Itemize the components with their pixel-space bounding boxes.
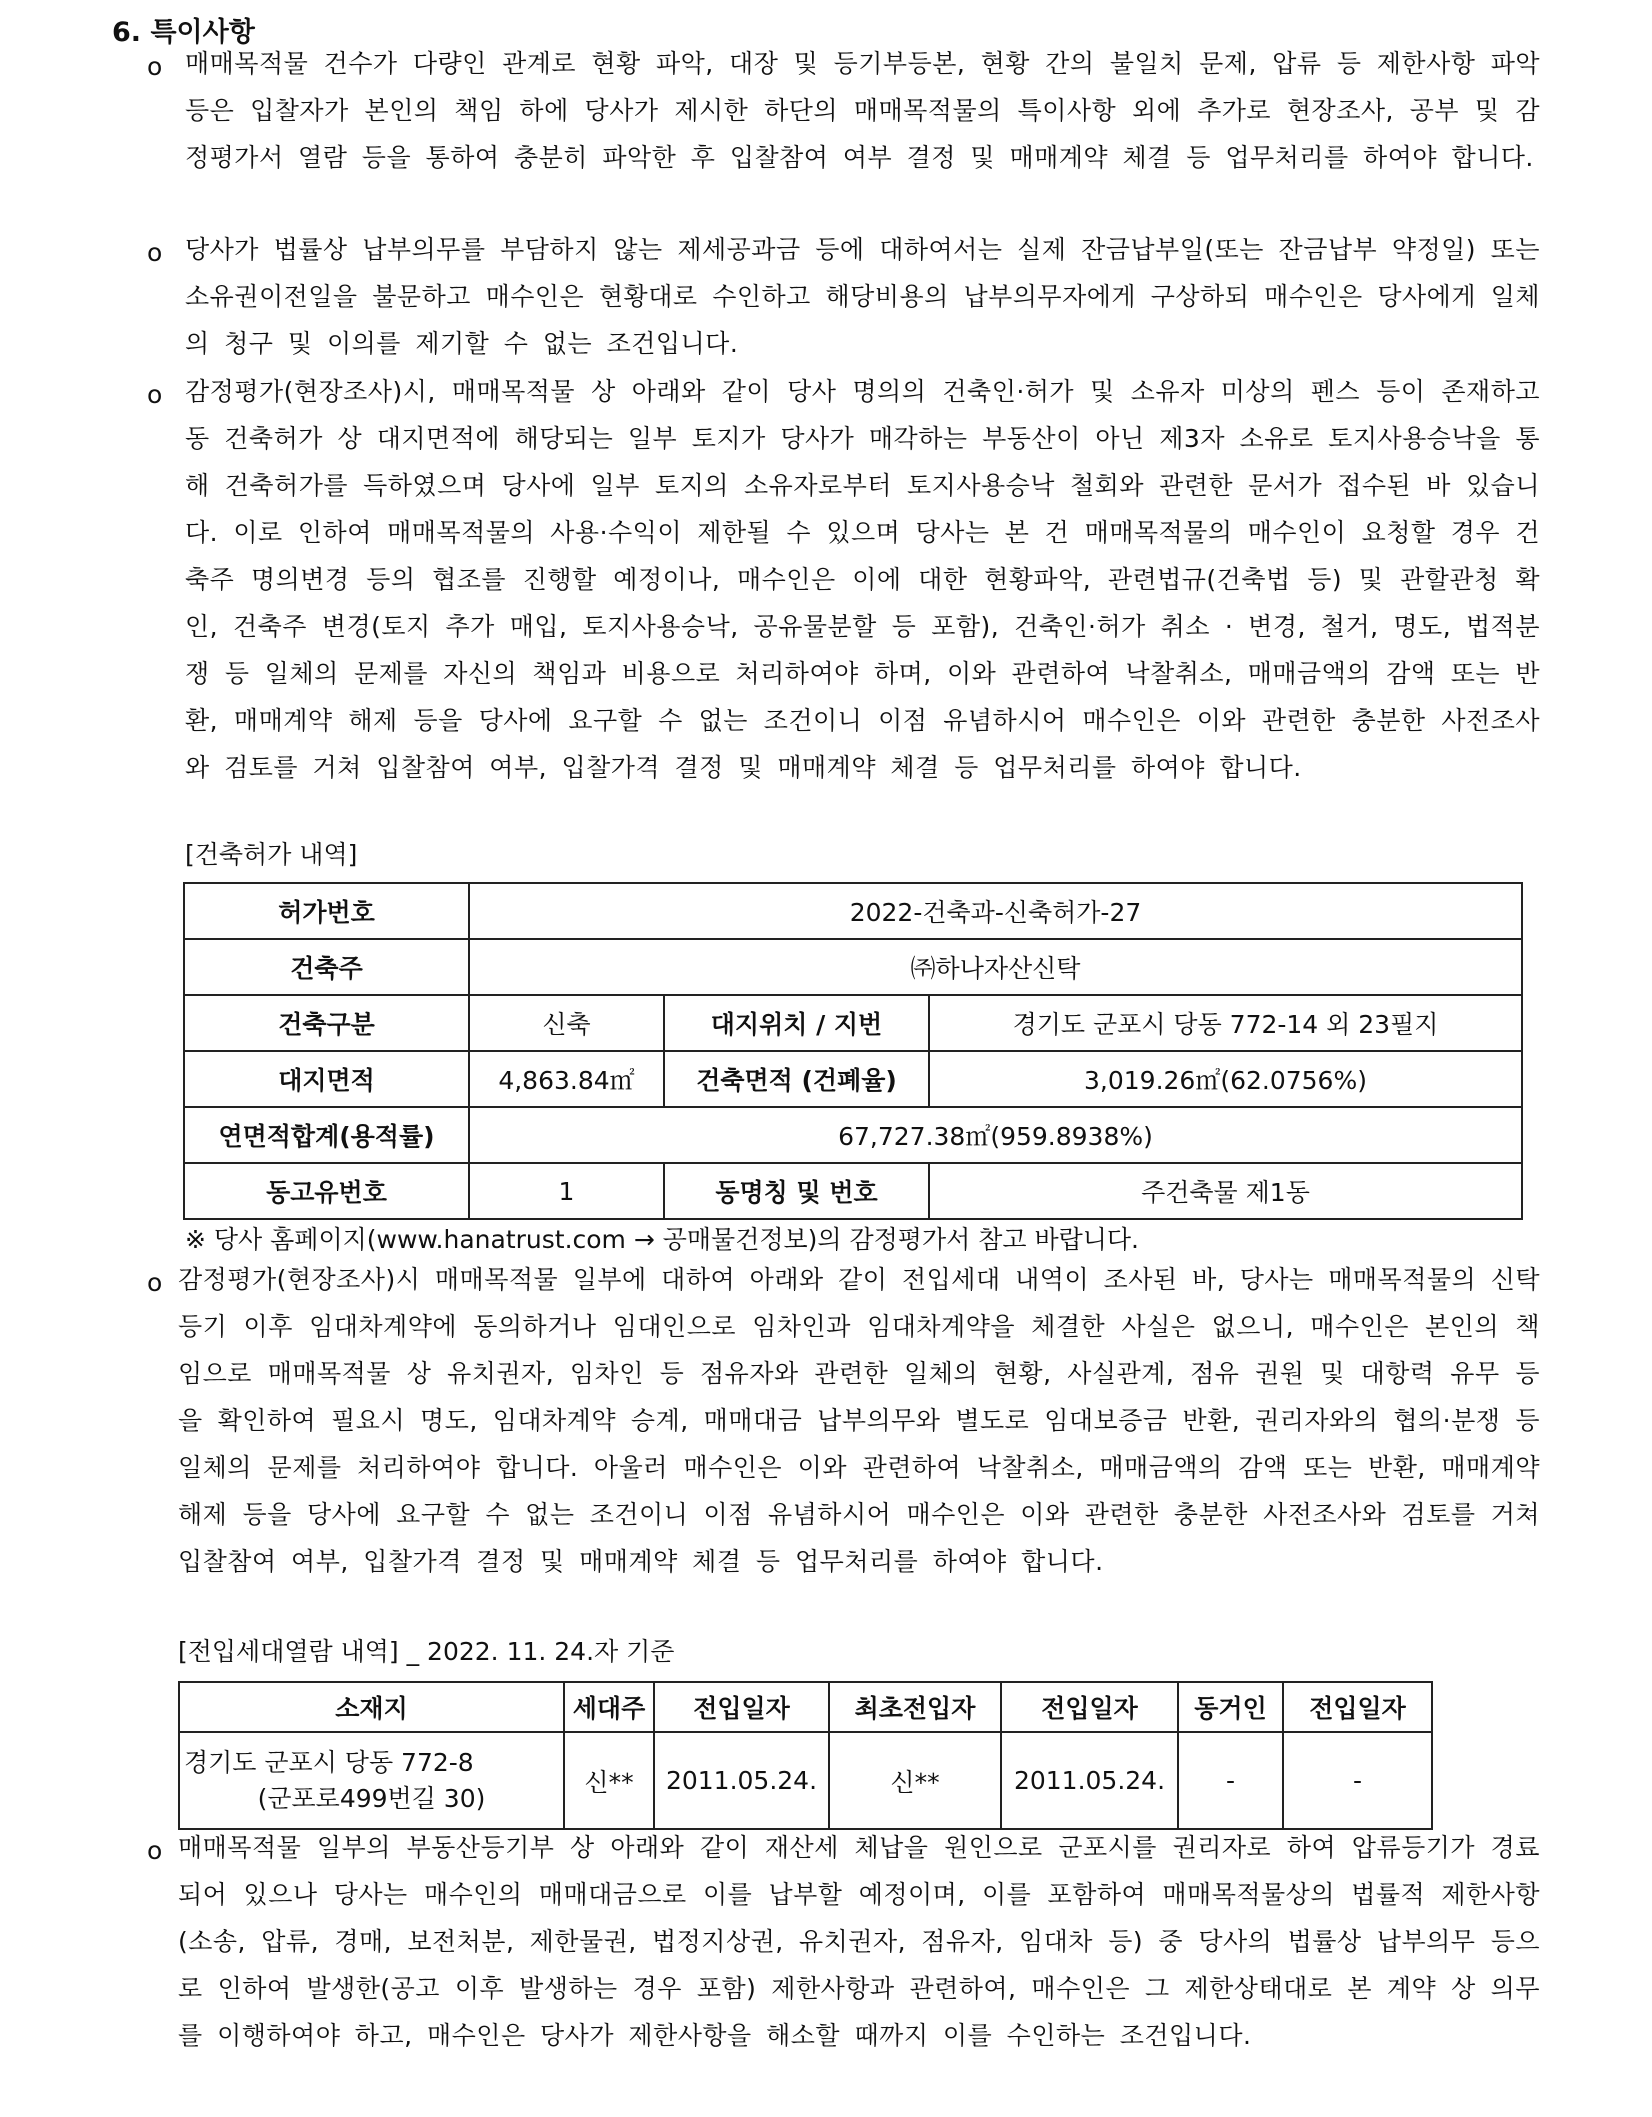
- paragraph-3: 감정평가(현장조사)시, 매매목적물 상 아래와 같이 당사 명의의 건축인·허가 및 소유자 미상의 펜스 등이 존재하고 동 건축허가 상 대지면적에 해당되는 일부 토지가 당사가 매각하는 부동산이 아닌 제3자 소유로 토지사용승낙을 통해 건축허가를 득하였으며 당사에 일부 토지의 소유자로부터 토지사용승낙 철회와 관련한 문서가 접수된 바 있습니다. 이로 인하여 매매목적물의 사용·수익이 제한될 수 있으며 당사는 본 건 매매목적물의 매수인이 요청할 경우 건축주 명의변경 등의 협조를 진행할 예정이나, 매수인은 이에 대한 현황파악, 관련법규(건축법 등) 및 관할관청 확인, 건축주 변경(토지 추가 매입, 토지사용승낙, 공유물분할 등 포함), 건축인·허가 취소 · 변경, 철거, 명도, 법적분쟁 등 일체의 문제를 자신의 책임과 비용으로 처리하여야 하며, 이와 관련하여 낙찰취소, 매매금액의 감액 또는 반환, 매매계약 해제 등을 당사에 요구할 수 없는 조건이니 이점 유념하시어 매수인은 이와 관련한 충분한 사전조사와 검토를 거쳐 입찰참여 여부, 입찰가격 결정 및 매매계약 체결 등 업무처리를 하여야 합니다.: [185, 377, 1540, 782]
- building-area-value: 3,019.26㎡(62.0756%): [929, 1051, 1522, 1107]
- total-area-label: 연면적합계(용적률): [184, 1107, 469, 1163]
- unique-no-label: 동고유번호: [184, 1163, 469, 1219]
- paragraph-4: 감정평가(현장조사)시 매매목적물 일부에 대하여 아래와 같이 전입세대 내역이 조사된 바, 당사는 매매목적물의 신탁등기 이후 임대차계약에 동의하거나 임대인으로 임차인과 임대차계약을 체결한 사실은 없으니, 매수인은 본인의 책임으로 매매목적물 상 유치권자, 임차인 등 점유자와 관련한 일체의 현황, 사실관계, 점유 권원 및 대항력 유무 등을 확인하여 필요시 명도, 임대차계약 승계, 매매대금 납부의무와 별도로 임대보증금 반환, 권리자와의 협의·분쟁 등 일체의 문제를 처리하여야 합니다. 아울러 매수인은 이와 관련하여 낙찰취소, 매매금액의 감액 또는 반환, 매매계약 해제 등을 당사에 요구할 수 없는 조건이니 이점 유념하시어 매수인은 이와 관련한 충분한 사전조사와 검토를 거쳐 입찰참여 여부, 입찰가격 결정 및 매매계약 체결 등 업무처리를 하여야 합니다.: [178, 1265, 1540, 1576]
- move-in-date-cell: 2011.05.24.: [654, 1732, 829, 1829]
- builder-value: ㈜하나자산신탁: [469, 939, 1522, 995]
- first-move-date-cell: 2011.05.24.: [1001, 1732, 1178, 1829]
- building-name-value: 주건축물 제1동: [929, 1163, 1522, 1219]
- column-header: 소재지: [179, 1682, 564, 1732]
- paragraph-5: 매매목적물 일부의 부동산등기부 상 아래와 같이 재산세 체납을 원인으로 군포시를 권리자로 하여 압류등기가 경료되어 있으나 당사는 매수인의 매매대금으로 이를 납부할 예정이며, 이를 포함하여 매매목적물상의 법률적 제한사항(소송, 압류, 경매, 보전처분, 제한물권, 법정지상권, 유치권자, 점유자, 임대차 등) 중 당사의 법률상 납부의무 등으로 인하여 발생한(공고 이후 발생하는 경우 포함) 제한사항과 관련하여, 매수인은 그 제한상태대로 본 계약 상 의무를 이행하여야 하고, 매수인은 당사가 제한사항을 해소할 때까지 이를 수인하는 조건입니다.: [178, 1833, 1540, 2050]
- site-area-label: 대지면적: [184, 1051, 469, 1107]
- section-heading: 6. 특이사항: [112, 17, 255, 48]
- column-header: 전입일자: [654, 1682, 829, 1732]
- column-header: 전입일자: [1001, 1682, 1178, 1732]
- table-row: [179, 1732, 1432, 1829]
- column-header: 전입일자: [1283, 1682, 1432, 1732]
- bullet-marker: o: [147, 1836, 163, 1865]
- paragraph-1: 매매목적물 건수가 다량인 관계로 현황 파악, 대장 및 등기부등본, 현황 간의 불일치 문제, 압류 등 제한사항 파악 등은 입찰자가 본인의 책임 하에 당사가 제시한 하단의 매매목적물의 특이사항 외에 추가로 현장조사, 공부 및 감정평가서 열람 등을 통하여 충분히 파악한 후 입찰참여 여부 결정 및 매매계약 체결 등 업무처리를 하여야 합니다.: [185, 49, 1540, 172]
- table-row: [184, 1107, 1522, 1163]
- column-header: 세대주: [564, 1682, 654, 1732]
- permit-table: [183, 882, 1523, 1220]
- unique-no-value: 1: [469, 1163, 664, 1219]
- address-line-2: (군포로499번길 30): [257, 1783, 486, 1813]
- table-row: [184, 995, 1522, 1051]
- address-line-1: 경기도 군포시 당동 772-8: [184, 1747, 474, 1777]
- permit-note: ※ 당사 홈페이지(www.hanatrust.com → 공매물건정보)의 감정평가서 참고 바랍니다.: [185, 1225, 1139, 1254]
- bullet-marker: o: [147, 1268, 163, 1297]
- column-header: 동거인: [1178, 1682, 1283, 1732]
- bullet-marker: o: [147, 52, 163, 81]
- site-area-value: 4,863.84㎡: [469, 1051, 664, 1107]
- bullet-marker: o: [147, 238, 163, 267]
- permit-no-value: 2022-건축과-신축허가-27: [469, 883, 1522, 939]
- permit-caption: [건축허가 내역]: [185, 840, 358, 869]
- paragraph-2: 당사가 법률상 납부의무를 부담하지 않는 제세공과금 등에 대하여서는 실제 잔금납부일(또는 잔금납부 약정일) 또는 소유권이전일을 불문하고 매수인은 현황대로 수인하고 해당비용의 납부의무자에게 구상하되 매수인은 당사에게 일체의 청구 및 이의를 제기할 수 없는 조건입니다.: [185, 235, 1540, 358]
- householder-cell: 신**: [564, 1732, 654, 1829]
- cohabitant-date-cell: -: [1283, 1732, 1432, 1829]
- bullet-marker: o: [147, 380, 163, 409]
- table-row: [184, 1163, 1522, 1219]
- column-header: 최초전입자: [829, 1682, 1001, 1732]
- table-header-row: [179, 1682, 1432, 1732]
- table-row: [184, 1051, 1522, 1107]
- total-area-value: 67,727.38㎡(959.8938%): [469, 1107, 1522, 1163]
- building-name-label: 동명칭 및 번호: [664, 1163, 929, 1219]
- residents-table: [178, 1681, 1433, 1830]
- table-row: [184, 883, 1522, 939]
- type-label: 건축구분: [184, 995, 469, 1051]
- building-area-label: 건축면적 (건폐율): [664, 1051, 929, 1107]
- residents-caption: [전입세대열람 내역] _ 2022. 11. 24.자 기준: [178, 1637, 675, 1666]
- location-value: 경기도 군포시 당동 772-14 외 23필지: [929, 995, 1522, 1051]
- location-label: 대지위치 / 지번: [664, 995, 929, 1051]
- address-cell: [179, 1732, 564, 1829]
- type-value: 신축: [469, 995, 664, 1051]
- cohabitant-cell: -: [1178, 1732, 1283, 1829]
- table-row: [184, 939, 1522, 995]
- builder-label: 건축주: [184, 939, 469, 995]
- permit-no-label: 허가번호: [184, 883, 469, 939]
- first-mover-cell: 신**: [829, 1732, 1001, 1829]
